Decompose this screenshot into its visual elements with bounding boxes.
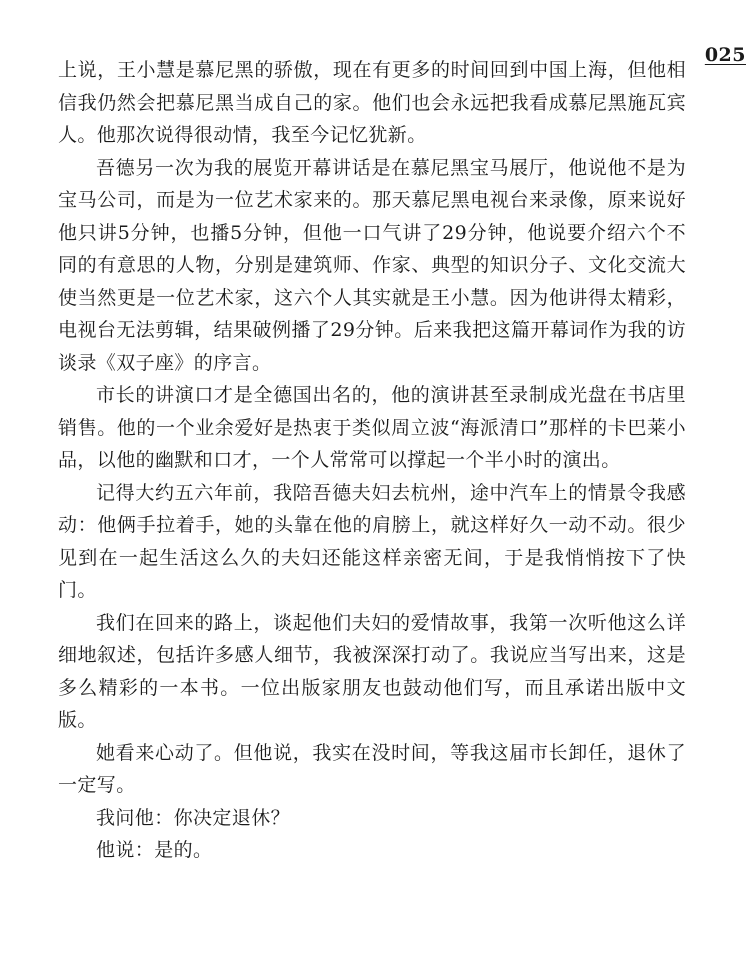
paragraph: 上说，王小慧是慕尼黑的骄傲，现在有更多的时间回到中国上海，但他相信我仍然会把慕尼黑当成自己的家。他们也会永远把我看成慕尼黑施瓦宾人。他那次说得很动情，我至今记忆犹新。: [58, 59, 686, 146]
paragraph: 我们在回来的路上，谈起他们夫妇的爱情故事，我第一次听他这么详细地叙述，包括许多感人细节，我被深深打动了。我说应当写出来，这是多么精彩的一本书。一位出版家朋友也鼓动他们写，而且承诺出版中文版。: [58, 611, 686, 731]
paragraph: 吾德另一次为我的展览开幕讲话是在慕尼黑宝马展厅，他说他不是为宝马公司，而是为一位艺术家来的。那天慕尼黑电视台来录像，原来说好他只讲5分钟，也播5分钟，但他一口气讲了29分钟，他说要介绍六个不同的有意思的人物，分别是建筑师、作家、典型的知识分子、文化交流大使当然更是一位艺术家，这六个人其实就是王小慧。因为他讲得太精彩，电视台无法剪辑，结果破例播了29分钟。后来我把这篇开幕词作为我的访谈录《双子座》的序言。: [58, 156, 686, 374]
page-number: 025: [704, 44, 746, 66]
paragraph: 她看来心动了。但他说，我实在没时间，等我这届市长卸任，退休了一定写。: [58, 741, 686, 796]
body-text: [58, 54, 686, 867]
paragraph: 市长的讲演口才是全德国出名的，他的演讲甚至录制成光盘在书店里销售。他的一个业余爱好是热衷于类似周立波“海派清口”那样的卡巴莱小品，以他的幽默和口才，一个人常常可以撑起一个半小时的演出。: [58, 384, 686, 471]
paragraph: 他说：是的。: [96, 839, 213, 861]
paragraph: 我问他：你决定退休？: [96, 806, 291, 829]
paragraph: 记得大约五六年前，我陪吾德夫妇去杭州，途中汽车上的情景令我感动：他俩手拉着手，她的头靠在他的肩膀上，就这样好久一动不动。很少见到在一起生活这么久的夫妇还能这样亲密无间，于是我悄悄按下了快门。: [58, 481, 686, 601]
